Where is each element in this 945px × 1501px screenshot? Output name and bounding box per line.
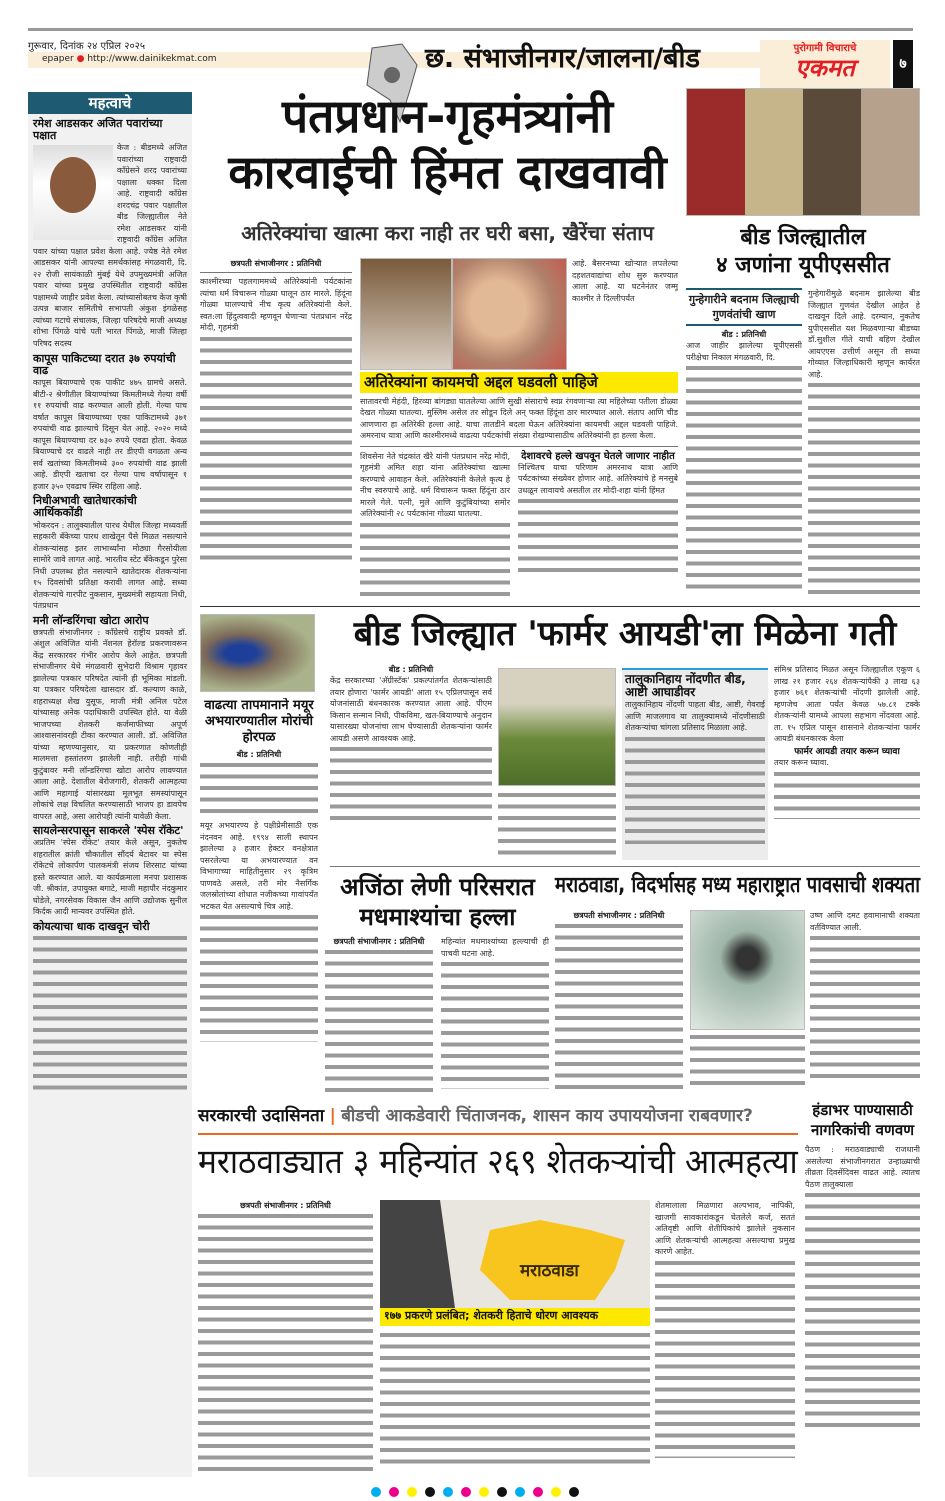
body-text-block bbox=[330, 744, 492, 824]
bees-headline: अजिंठा लेणी परिसरात मधमाश्यांचा हल्ला bbox=[340, 873, 535, 931]
rain-col-3 bbox=[810, 910, 920, 1094]
farmer-col-1 bbox=[330, 664, 492, 860]
highlight-body: सातावरची मेहंदी, हिरव्या बांगड्या घातलेल्या आणि सुखी संसाराचे स्वप्न रंगवणाऱ्या त्या महिलेच्या पतीला डोळ्या देखत गोळ्या घातल्या. मुस्लिम असेल तर सोडून दिले अन् फक्त हिंदूंना ठार मारण्यात आले. संताप आणि चीड आणणारा हा अतिरेकी हल्ला आहे. याचा तातडीने बदला घेऊन अतिरेक्यांना कायमची अद्दल घडवली पाहिजे. अमरनाथ यात्रा आणि काश्मीरमध्ये वाढत्या पर्यटकांची संख्या रोखण्यासाठीच अतिरेक्यांनी हा हल्ला केला. bbox=[360, 396, 678, 440]
farmer-col-2 bbox=[498, 790, 616, 858]
body-text-block bbox=[498, 790, 616, 858]
masthead-rule bbox=[28, 28, 913, 31]
upsc-col-2 bbox=[808, 288, 920, 600]
story-body: भोकरदन : तालुक्यातील पारध येथील जिल्हा मध्यवर्ती सहकारी बँकेच्या पारध शाखेतून पैसे मिळत नसल्याने शेतकऱ्यांसह इतर लाभार्थ्यांना मोठ्या गैरसोयीला सामोरे जावे लागत आहे. भारतीय स्टेट बँकेकडून पुरेसा निधी उपलब्ध होत नसल्याने खातेदारक शेतकऱ्यांना १५ दिवसांची प्रतिक्षा करावी लागत आहे. सध्या शेतकऱ्यांचे गारपीट नुकसान, मुख्यमंत्री सहायता निधी, पंतप्रधान bbox=[33, 520, 187, 611]
body-text-block bbox=[200, 334, 352, 564]
body-text-block bbox=[200, 912, 318, 1042]
box-body: तालुकानिहाय नोंदणी पाहता बीड, आष्टी, गेवराई आणि माजलगाव या तालुक्यामध्ये नोंदणीसाठी शेतकऱ्यांचा चांगला प्रतिसाद मिळाला आहे. bbox=[625, 700, 765, 733]
peacock-story bbox=[200, 698, 318, 1093]
dateline: छत्रपती संभाजीनगर : प्रतिनिधी bbox=[573, 911, 665, 920]
water-story bbox=[805, 1100, 920, 1475]
story-body: तयार करून घ्यावा. bbox=[774, 758, 829, 768]
divider bbox=[330, 866, 920, 867]
dateline: छत्रपती संभाजीनगर : प्रतिनिधी bbox=[333, 937, 425, 946]
divider bbox=[200, 606, 920, 607]
body-text-block bbox=[805, 1190, 920, 1430]
epaper-url[interactable]: http://www.dainikekmat.com bbox=[87, 54, 217, 64]
story-body: काश्मीरच्या पहलगाममध्ये अतिरेक्यांनी पर्यटकांना त्यांचा धर्म विचारून गोळ्या घालून ठार मारले. हिंदूंना गोळ्या घालण्याचे नीच कृत्य अतिरेक्यांनी केले. स्वत:ला हिंदुत्ववादी म्हणवून घेणाऱ्या पंतप्रधान नरेंद्र मोदी, गृहमंत्री bbox=[200, 277, 352, 332]
body-text-block bbox=[686, 363, 802, 593]
lead-col-3 bbox=[518, 451, 678, 577]
story-headline: कोयत्याचा धाक दाखवून चोरी bbox=[33, 919, 150, 933]
upsc-box-title: गुन्हेगारीने बदनाम जिल्ह्याची गुणवंतांची खाण bbox=[686, 288, 802, 326]
suicides-kicker: सरकारची उदासिनता | बीडची आकडेवारी चिंताजनक, शासन काय उपाययोजना राबवणार? bbox=[198, 1106, 753, 1126]
kicker-label: सरकारची उदासिनता bbox=[198, 1106, 325, 1126]
rain-col-2 bbox=[690, 1032, 805, 1092]
body-text-block bbox=[655, 1258, 795, 1458]
story-headline: निधीअभावी खातेधारकांची आर्थिककोंडी bbox=[33, 494, 137, 520]
brand-logo bbox=[760, 40, 890, 88]
edition-title: छ. संभाजीनगर/जालना/बीड bbox=[425, 43, 700, 74]
dateline: बीड : प्रतिनिधी bbox=[236, 750, 282, 759]
body-text-block bbox=[360, 520, 510, 600]
story-headline: कापूस पाकिटच्या दरात ३७ रुपयांची वाढ bbox=[33, 352, 176, 378]
body-text-block bbox=[518, 496, 678, 576]
farmer-box bbox=[622, 668, 768, 860]
story-headline: सायलेन्सरपासून साकरले 'स्पेस रॉकेट' bbox=[33, 824, 184, 838]
body-text-block bbox=[625, 734, 765, 844]
subsection-heading: देशावरचे हल्ले खपवून घेतले जाणार नाहीत bbox=[521, 450, 675, 462]
highlight-banner: अतिरेक्यांना कायमची अद्दल घडवली पाहिजे bbox=[360, 372, 678, 393]
story-headline: मनी लॉन्डरिंगचा खोटा आरोप bbox=[33, 613, 149, 627]
body-text-block bbox=[808, 380, 920, 595]
print-registration-marks bbox=[60, 1482, 890, 1501]
story-body: छत्रपती संभाजीनगर : कॉंग्रेसचे राष्ट्रीय प्रवक्ते डॉ. अंशुल अविजित यांनी नॅशनल हेरॉल्ड प्रकरणावरून केंद्र सरकारवर गंभीर आरोप केले आहेत. छत्रपती संभाजीनगर येथे मंगळवारी सुभेदारी विश्राम गृहावर झालेल्या पत्रकार परिषदेत त्यांनी ही भूमिका मांडली. या पत्रकार परिषदेला खासदार डॉ. कल्याण काळे, शहराध्यक्ष शेख युसूफ, माजी मंत्री अनिल पटेल यांच्यासह अनेक पदाधिकारी उपस्थित होते. या वेळी भाजपच्या शेतकरी कर्जमाफीच्या अपूर्ण आश्वासनांवरही टीका करण्यात आली. डॉ. अविजित यांच्या म्हणण्यानुसार, या प्रकरणात कोणतीही मालमत्ता हस्तांतरण झालेली नाही. तरीही गांधी कुटुंबावर मनी लॉन्डरिंगचा खोटा आरोप लावण्यात आला आहे. देशातील बेरोजगारी, शेतकरी आत्महत्या आणि महागाई यांसारख्या मूलभूत समस्यांपासून लोकांचे लक्ष विचलित करण्यासाठी भाजप हा डावपेच वापरत आहे, असा आरोपही त्यांनी यावेळी केला. bbox=[33, 627, 187, 821]
body-text-block bbox=[441, 959, 549, 1089]
body-text-block bbox=[198, 1211, 373, 1476]
lead-headline-line: कारवाईची हिंमत दाखवावी bbox=[228, 145, 667, 199]
suicides-headline: मराठवाड्यात ३ महिन्यांत २६९ शेतकऱ्यांची आत्महत्या bbox=[198, 1142, 798, 1182]
box-title: तालुकानिहाय नोंदणीत बीड, आष्टी आघाडीवर bbox=[625, 672, 746, 700]
epaper-bar bbox=[28, 52, 243, 68]
farmer-col-3 bbox=[774, 664, 920, 862]
body-text-block bbox=[380, 1330, 650, 1470]
rain-headline: मराठवाडा, विदर्भासह मध्य महाराष्ट्रात पावसाची शक्यता bbox=[555, 873, 920, 898]
upsc-candidates-photo bbox=[686, 88, 920, 216]
body-text-block bbox=[690, 1032, 805, 1092]
dateline: छत्रपती संभाजीनगर : प्रतिनिधी bbox=[230, 259, 322, 268]
story-body: शिवसेना नेते चंद्रकांत खैरे यांनी पंतप्रधान नरेंद्र मोदी, गृहमंत्री अमित शहा यांना अतिरेक्यांचा खात्मा करण्याचे आवाहन केले. अतिरेक्यांनी केलेले कृत्य हे नीच स्वरुपाचे आहे. धर्म विचारून फक्त हिंदूंना ठार मारले गेले. पत्नी, मुले आणि कुटुंबियांच्या समोर अतिरेक्यांनी २८ पर्यटकांना गोळ्या घातल्या. bbox=[360, 451, 510, 518]
suicides-col-1 bbox=[198, 1200, 373, 1476]
story-body: कापूस बियाण्याचे एक पाकीट ४७५ ग्रामचे असते. बीटी-२ श्रेणीतील बियाण्यांच्या किमतीमध्ये गेल्या वर्षी ११ रुपयांची वाढ करण्यात आली होती. गेल्या पाच वर्षात कापूस बियाण्याच्या एका पाकिटामध्ये ३७१ रुपयांची वाढ झाल्याचे दिसून येत आहे. २०२० मध्ये कापूस बियाण्याचा दर ७३० रुपये एवढा होता. केवळ बियाण्याचे दर वाढले नाही तर डीएपी वगळता अन्य सर्व खतांच्या किमतीमध्ये ३०० रुपयांची वाढ झाली आहे. डीएपी खताचा दर गेल्या पाच वर्षापासून १ हजार ३५० एवढाच स्थिर राहिला आहे. bbox=[33, 378, 187, 491]
subsection-heading: फार्मर आयडी तयार करून घ्यावा bbox=[794, 746, 900, 757]
bees-col-2 bbox=[441, 936, 549, 1089]
lead-col-1 bbox=[200, 258, 352, 600]
kicker-subtitle: बीडची आकडेवारी चिंताजनक, शासन काय उपाययोजना राबवणार? bbox=[341, 1106, 753, 1126]
epaper-label: epaper bbox=[42, 54, 74, 64]
globe-icon: ● bbox=[76, 54, 85, 64]
upsc-headline-line: ४ जणांना यूपीएससीत bbox=[716, 253, 890, 278]
story-body: शेतमालाला मिळणारा अल्पभाव, नापिकी, खाजगी सावकारांकडून घेतलेले कर्ज, सततं अतिवृष्टी आणि शेतीपिकांचे झालेले नुकसान आणि शेतकऱ्यांची आत्महत्या असल्याचा प्रमुख कारणे आहेत. bbox=[655, 1201, 795, 1256]
body-text-block bbox=[810, 933, 920, 1083]
divider bbox=[360, 446, 678, 447]
story-body: आज जाहीर झालेल्या यूपीएससी परीक्षेचा निकाल मंगळवारी, दि. bbox=[686, 341, 802, 362]
lead-lower bbox=[360, 372, 678, 604]
story-body: उष्ण आणि दमट हवामानाची शक्यता वर्तविण्यात आली. bbox=[810, 911, 920, 932]
bees-story bbox=[325, 872, 550, 1094]
story-body: महिन्यांत मधमाश्यांच्या हल्ल्याची ही पाचवी घटना आहे. bbox=[441, 937, 549, 958]
body-text-block bbox=[555, 921, 683, 1091]
upsc-col-1 bbox=[686, 288, 802, 600]
lead-lower-columns bbox=[360, 451, 678, 600]
lead-subhead: अतिरेक्यांचा खात्मा करा नाही तर घरी बसा, खैरेंचा संताप bbox=[241, 221, 654, 245]
divider bbox=[200, 272, 352, 273]
story-body: केज : बीडमध्ये अजित पवारांच्या राष्ट्रवादी कॉंग्रेसने शरद पवारांच्या पक्षाला धक्का दिला आहे. राष्ट्रवादी कॉंग्रेस शरदचंद्र पवार पक्षातील बीड जिल्ह्यातील नेते रमेश आडसकर यांनी राष्ट्रवादी कॉंग्रेस अजित पवार यांच्या पक्षात प्रवेश केला आहे. ज्येष्ठ नेते रमेश आडसकर यांनी आपल्या समर्थकांसह मंगळवारी, दि. २२ रोजी सायंकाळी मुंबई येथे उपमुख्यमंत्री अजित पवार यांच्या प्रमुख उपस्थितीत राष्ट्रवादी कॉंग्रेस पक्षामध्ये जाहीर प्रवेश केला. त्यांच्यासोबतच केज कृषी उत्पन्न बाजार समितीचे सभापती अंकुश इंगळेसह त्यांच्या गटाचे संचालक, जिल्हा परिषदेचे माजी अध्यक्ष शोभा पिंगळे यांचे पती भारत पिंगळे, माजी जिल्हा परिषद सदस्य bbox=[33, 143, 187, 348]
story-headline: रमेश आडसकर अजित पवारांच्या पक्षात bbox=[33, 117, 163, 143]
story-body: गुन्हेगारीमुळे बदनाम झालेल्या बीड जिल्ह्यात गुणवंत देखील आहेत हे दाखवून दिले आहे. दरम्यान, नुकतेच युपीएससीत यश मिळवणाऱ्या बीडच्या डॉ.सुशील गीते याची बहिण देखील आयएएस उत्तीर्ण असून ती सध्या गोव्यात जिल्हाधिकारी म्हणून कार्यरत आहे. bbox=[808, 289, 920, 379]
bees-col-1 bbox=[325, 936, 433, 1094]
sidebar-title: महत्वाचे bbox=[28, 92, 192, 114]
bees-columns bbox=[325, 936, 550, 1094]
map-caption: १७७ प्रकरणे प्रलंबित; शेतकरी हिताचे धोरण आवश्यक bbox=[380, 1308, 650, 1326]
brand-name: एकमत bbox=[795, 54, 855, 82]
peacock-photo bbox=[200, 614, 315, 692]
story-body: केंद्र सरकारच्या 'अ‍ॅग्रीस्टॅक' प्रकल्पांतर्गत शेतकऱ्यांसाठी तयार होणारा 'फार्मर आयडी' आता १५ एप्रिलपासून सर्व योजनांसाठी बंधनकारक करण्यात आला आहे. पीएम किसान सन्मान निधी, पीकविमा, खत-बियाण्याचे अनुदान यासारख्या योजनांचा लाभ घेण्यासाठी शेतकऱ्यांना फार्मर आयडी असणे आवश्यक आहे. bbox=[330, 676, 492, 743]
peacock-headline: वाढत्या तापमानाने मयूर अभयारण्यातील मोरांची होरपळ bbox=[204, 698, 314, 745]
body-text-block bbox=[200, 760, 318, 820]
dateline: छत्रपती संभाजीनगर : प्रतिनिधी bbox=[240, 1201, 331, 1210]
story-body: मयूर अभयारण्य हे पक्षीप्रेमीसाठी एक नंदनवन आहे. १९९४ साली स्थापन झालेल्या ३ हजार हेक्टर वनक्षेत्रात पसरलेल्या या अभयारण्यात वन विभागाच्या माहितीनुसार २९ कृत्रिम पाणवठे असले, तरी मोर नैसर्गिक जलस्रोतांच्या शोधात नजीकच्या गावांपर्यंत भटकत येत असल्याचे चित्र आहे. bbox=[200, 821, 318, 911]
kicker-rule bbox=[198, 1133, 798, 1135]
khaire-photo bbox=[360, 258, 452, 370]
marathwada-map-shape bbox=[380, 1200, 650, 1308]
water-headline: हंडाभर पाण्यासाठी नागरिकांची वणवण bbox=[810, 1101, 915, 1139]
lead-headline-line: पंतप्रधान-गृहमंत्र्यांनी bbox=[281, 89, 614, 143]
story-body: अप्रतिम 'स्पेस रॉकेट' तयार केले असून, नुकतेच शहरातील क्रांती चौकातील सौंदर्य बेटावर या स्पेस रॉकेटचे लोकार्पण पालकमंत्री संजय शिरसाट यांच्या हस्ते करण्यात आले. या कार्यक्रमाला मनपा प्रशासक जी. श्रीकांत, उपायुक्त बगाटे, माजी महापौर नंदकुमार घोडेले, नगरसेवक विकास जैन आणि उद्योजक सुनील किर्दक आदी मान्यवर उपस्थित होते. bbox=[33, 838, 187, 917]
sidebar bbox=[28, 92, 192, 1477]
story-body: आहे. बैसरनच्या खोऱ्यात लपलेल्या दहशतवाद्यांचा शोध सुरु करण्यात आला आहे. या घटनेनंतर जम्मू काश्मीर ते दिल्लीपर्यंत bbox=[572, 259, 678, 303]
lead-col-2 bbox=[360, 451, 510, 600]
rain-col-1 bbox=[555, 910, 683, 1091]
dateline: बीड : प्रतिनिधी bbox=[721, 330, 767, 339]
dateline: बीड : प्रतिनिधी bbox=[388, 665, 434, 674]
rain-umbrella-photo bbox=[690, 910, 805, 1030]
lead-headline bbox=[205, 88, 690, 200]
farm-field-photo bbox=[498, 668, 616, 786]
body-text-block bbox=[774, 769, 920, 819]
suicides-col-3 bbox=[655, 1200, 795, 1475]
story-body: निश्चितच याचा परिणाम अमरनाथ यात्रा आणि पर्यटकांच्या संख्येवर होणार आहे. अतिरेक्यांचे हे मनसुबे उधळून लावायचे असतील तर मोदी-शहा यांनी हिंमत bbox=[518, 462, 678, 495]
body-text-block bbox=[33, 933, 187, 1093]
sidebar-story bbox=[28, 114, 192, 1097]
body-text-block bbox=[325, 947, 433, 1094]
brand-tagline: पुरोगामी विचाराचे bbox=[793, 43, 857, 54]
story-body: संमिश्र प्रतिसाद मिळत असून जिल्ह्यातील एकूण ६ लाख २१ हजार २६४ शेतकऱ्यांपैकी ३ लाख ६३ हजार ७६१ शेतकऱ्यांची नोंदणी झालेली आहे. म्हणजेच आता पर्यंत केवळ ५७.८१ टक्के शेतकऱ्यांनी यामध्ये आपला सहभाग नोंदवला आहे. ता. १५ एप्रिल पासून शासनाने शेतकऱ्यांना फार्मर आयडी बंधनकारक केला bbox=[774, 665, 920, 743]
upsc-headline-line: बीड जिल्ह्यातील bbox=[740, 225, 866, 250]
farmer-id-headline: बीड जिल्ह्यात 'फार्मर आयडी'ला मिळेना गती bbox=[353, 614, 897, 654]
upsc-headline bbox=[686, 224, 920, 280]
suicides-col-2 bbox=[380, 1330, 650, 1470]
modi-shah-photo bbox=[452, 258, 567, 370]
marathwada-map-graphic bbox=[380, 1200, 650, 1308]
ramesh-adaskar-photo bbox=[33, 145, 113, 240]
issue-date: गुरूवार, दिनांक २४ एप्रिल २०२५ bbox=[28, 41, 146, 52]
story-body: पैठण : मराठवाड्याची राजधानी असलेल्या संभाजीनगरात उन्हाळ्याची तीव्रता दिवसेंदिवस वाढत आहे. त्यातच पैठण तालुक्याला bbox=[805, 1145, 920, 1189]
map-label: मराठवाडा bbox=[520, 1261, 579, 1281]
page-number: ७ bbox=[893, 40, 913, 88]
